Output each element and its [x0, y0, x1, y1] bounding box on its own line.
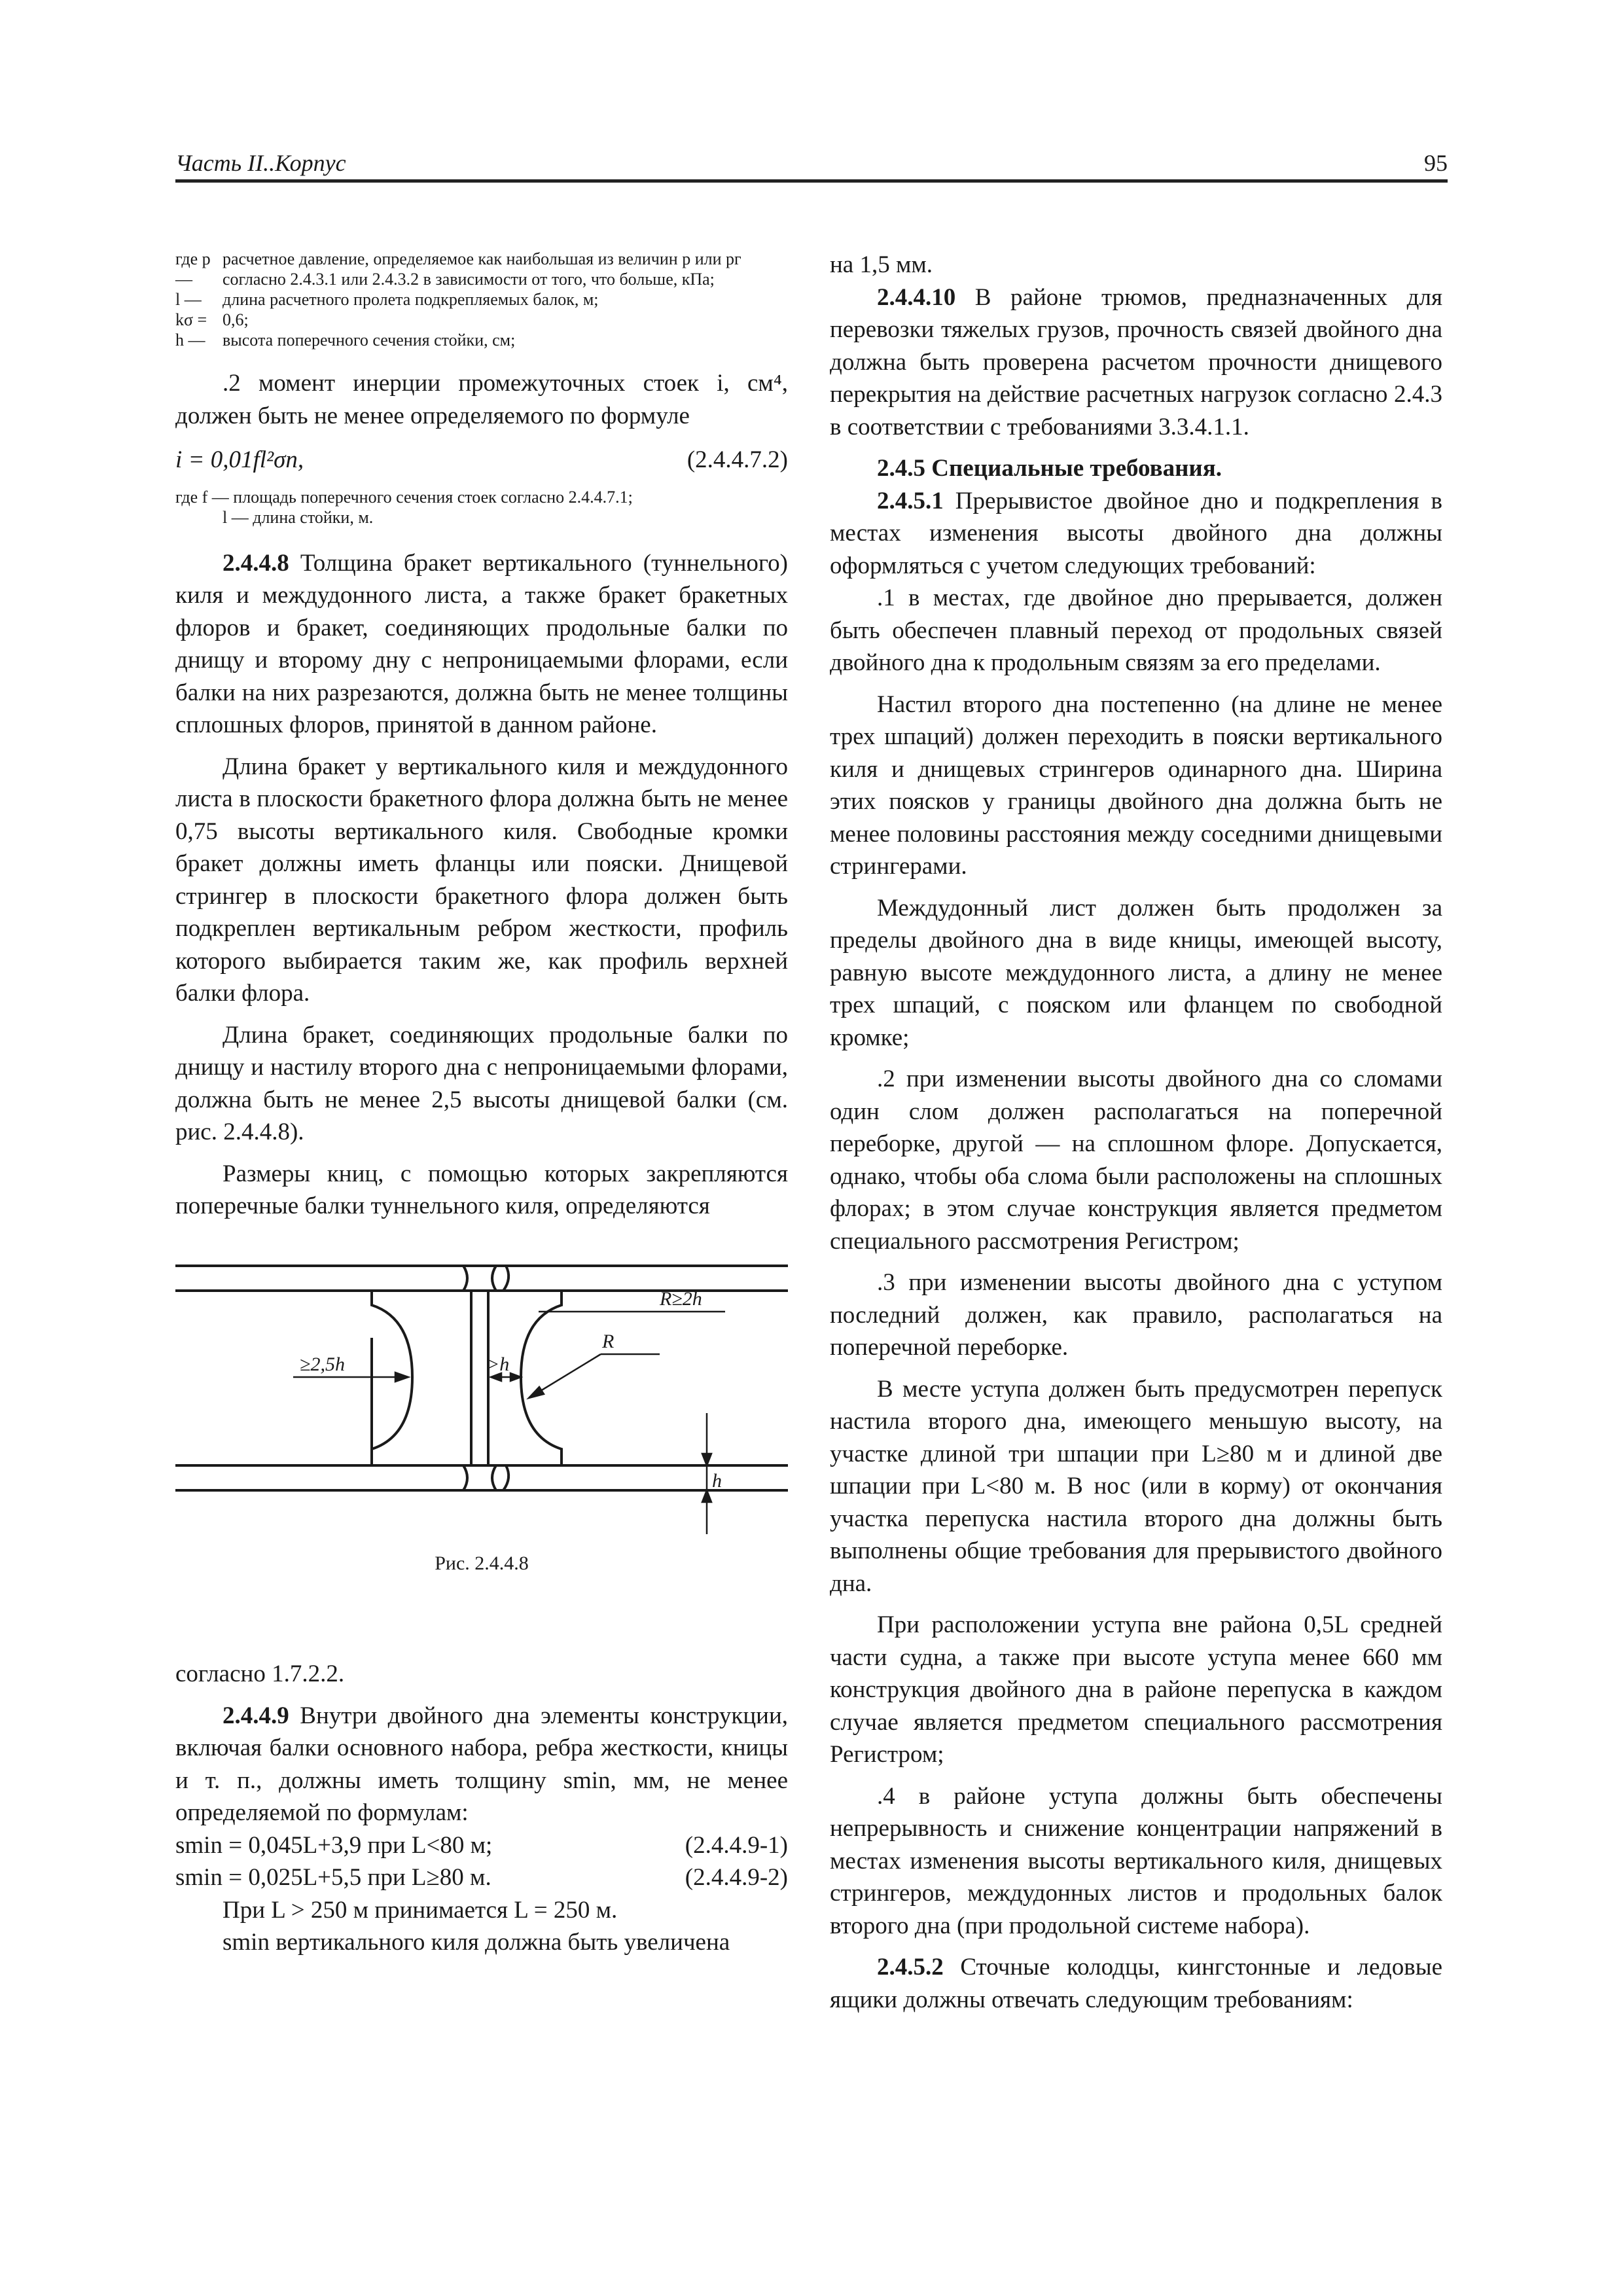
formula-expression: i = 0,01fl²σn,	[175, 446, 304, 473]
notch-bottom-right	[492, 1465, 496, 1490]
notch-top-right	[492, 1266, 496, 1291]
clause-number: 2.4.5.1	[877, 487, 944, 514]
right-bracket	[521, 1291, 562, 1465]
page-header	[175, 149, 1448, 181]
left-column	[175, 249, 788, 1959]
definition-f: где f — площадь поперечного сечения стоек согласно 2.4.4.7.1;	[175, 487, 633, 507]
definition-l: l — длина расчетного пролета подкрепляемых балок, м;	[175, 290, 599, 309]
clause-number: 2.4.5.2	[877, 1954, 944, 1981]
paragraph-bracket-length: Длина бракет у вертикального киля и междудонного листа в плоскости бракетного флора должна быть не менее 0,75 высоты вертикального киля. Свободные кромки бракет должны иметь фланцы или пояски. Днищевой стрингер в плоскости бракетного флора должен быть подкреплен вертикальным ребром жесткости, профиль которого выбирается таким же, как профиль верхней балки флора.	[175, 753, 788, 1007]
definition-k-sigma: kσ = 0,6;	[175, 310, 249, 329]
paragraph-2-4-4-8: 2.4.4.8 Толщина бракет вертикального (туннельного) киля и междудонного листа, а также бракет бракетных флоров и бракет, соединяющих продольные балки по днищу и второму дну с непроницаемыми флорами, если балки на них разрезаются, должна быть не менее толщины сплошных флоров, принятой в данном районе.	[175, 549, 788, 738]
running-title: Часть II..Корпус	[175, 150, 346, 176]
formula-number: (2.4.4.7.2)	[687, 446, 788, 473]
notch-top-left	[463, 1266, 467, 1291]
label-r2h: R≥2h	[660, 1287, 702, 1310]
clause-number: 2.4.4.10	[877, 283, 956, 311]
figure-2-4-4-8	[175, 1246, 788, 1541]
definition-p: где p — расчетное давление, определяемое как наибольшая из величин p или pг согласно 2.4.3.1 или 2.4.3.2 в зависимости от того, что больше, кПа;	[175, 249, 741, 289]
formula-2-4-4-7-2	[175, 444, 788, 476]
definitions-list	[175, 249, 788, 350]
paragraph-2-4-4-10: 2.4.4.10 В районе трюмов, предназначенных для перевозки тяжелых грузов, прочность связей двойного дна должна быть проверена расчетом прочности днищевого перекрытия на действие расчетных нагрузок согласно 2.4.3 в соответствии с требованиями 3.3.4.1.1.	[830, 283, 1442, 440]
paragraph-inner-bottom: Настил второго дна постепенно (на длине не менее трех шпаций) должен переходить в пояски вертикального киля и днищевых стрингеров одинарного дна. Ширина этих поясков у границы двойного дна должна быть не менее половины расстояния между соседними днищевыми стрингерами.	[830, 691, 1442, 880]
arrow-h-top	[702, 1454, 711, 1465]
figure-caption: Рис. 2.4.4.8	[435, 1552, 529, 1574]
paragraph-continuation: на 1,5 мм.	[830, 251, 933, 278]
paragraph-step-location: В месте уступа должен быть предусмотрен перепуск настила второго дна, имеющего меньшую высоту, на участке длиной три шпации при L≥80 м и длиной две шпации при L<80 м. В нос (или в корму) от окончания участка перепуска настила второго дна должны быть выполнены общие требования для прерывистого двойного дна.	[830, 1375, 1442, 1597]
paragraph-item-2-right: .2 при изменении высоты двойного дна со сломами один слом должен располагаться на поперечной переборке, другой — на сплошном флоре. Допускается, однако, чтобы оба слома были расположены на сплошных флорах; в этом случае конструкция является предметом специального рассмотрения Регистром;	[830, 1066, 1442, 1255]
formula-2-4-4-9-1: smin = 0,045L+3,9 при L<80 м; (2.4.4.9-1)	[175, 1831, 788, 1859]
formula-2-4-4-9-2: smin = 0,025L+5,5 при L≥80 м. (2.4.4.9-2)	[175, 1864, 788, 1891]
paragraph-smin-keel: smin вертикального киля должна быть увеличена	[223, 1929, 730, 1956]
paragraph-according: согласно 1.7.2.2.	[175, 1660, 345, 1687]
header-rule	[175, 179, 1448, 183]
notch-bottom-far	[503, 1465, 508, 1490]
right-column	[830, 249, 1442, 2016]
paragraph-item-2: .2 момент инерции промежуточных стоек i, см⁴, должен быть не менее определяемого по формуле	[175, 370, 788, 429]
notch-bottom-left	[463, 1465, 467, 1490]
label-h: h	[712, 1469, 722, 1492]
arrow-h	[510, 1373, 521, 1381]
paragraph-bracket-length-2: Длина бракет, соединяющих продольные балки по днищу и настилу второго дна с непроницаемыми флорами, должна быть не менее 2,5 высоты днищевой балки (см. рис. 2.4.4.8).	[175, 1021, 788, 1145]
label-gth: >h	[486, 1353, 510, 1375]
notch-top-far	[503, 1266, 508, 1291]
paragraph-knee-sizes: Размеры книц, с помощью которых закрепляются поперечные балки туннельного киля, определяются	[175, 1160, 788, 1219]
paragraph-L-limit: При L > 250 м принимается L = 250 м.	[223, 1896, 618, 1924]
page-number: 95	[1424, 150, 1448, 176]
clause-number: 2.4.4.8	[223, 549, 289, 577]
section-heading-2-4-5: 2.4.5 Специальные требования.	[877, 455, 1222, 482]
definition-h: h — высота поперечного сечения стойки, см;	[175, 331, 516, 350]
definition-l2: l — длина стойки, м.	[223, 507, 374, 527]
paragraph-2-4-5-1: 2.4.5.1 Прерывистое двойное дно и подкрепления в местах изменения высоты двойного дна должны оформляться с учетом следующих требований:	[830, 487, 1442, 579]
paragraph-item-1: .1 в местах, где двойное дно прерывается, должен быть обеспечен плавный переход от продольных связей двойного дна к продольным связям за его пределами.	[830, 584, 1442, 676]
paragraph-item-4: .4 в районе уступа должны быть обеспечены непрерывность и снижение концентрации напряжений в местах изменения высоты вертикального киля, днищевых стрингеров, междудонных листов и продольных балок второго дна (при продольной системе набора).	[830, 1782, 1442, 1939]
arrow-25h	[395, 1372, 408, 1382]
paragraph-item-3: .3 при изменении высоты двойного дна с уступом последний должен, как правило, располагаться на поперечной переборке.	[830, 1269, 1442, 1361]
paragraph-margin-plate: Междудонный лист должен быть продолжен за пределы двойного дна в виде кницы, имеющей высоту, равную высоте междудонного листа, а длину не менее трех шпаций, с пояском или фланцем по свободной кромке;	[830, 894, 1442, 1051]
label-r: R	[602, 1330, 615, 1352]
arrow-h-bottom	[702, 1490, 711, 1502]
formula-definitions	[175, 487, 788, 528]
clause-number: 2.4.4.9	[223, 1702, 289, 1729]
label-25h: ≥2,5h	[300, 1353, 345, 1375]
arrow-radius	[529, 1387, 544, 1398]
paragraph-2-4-5-2: 2.4.5.2 Сточные колодцы, кингстонные и ледовые ящики должны отвечать следующим требованиям:	[830, 1954, 1442, 2013]
paragraph-2-4-4-9: 2.4.4.9 Внутри двойного дна элементы конструкции, включая балки основного набора, ребра жесткости, кницы и т. п., должны иметь толщину smin, мм, не менее определяемой по формулам:	[175, 1702, 788, 1826]
paragraph-step-outside: При расположении уступа вне района 0,5L средней части судна, а также при высоте уступа менее 660 мм конструкция двойного дна в районе перепуска в каждом случае является предметом специального рассмотрения Регистром;	[830, 1611, 1442, 1768]
